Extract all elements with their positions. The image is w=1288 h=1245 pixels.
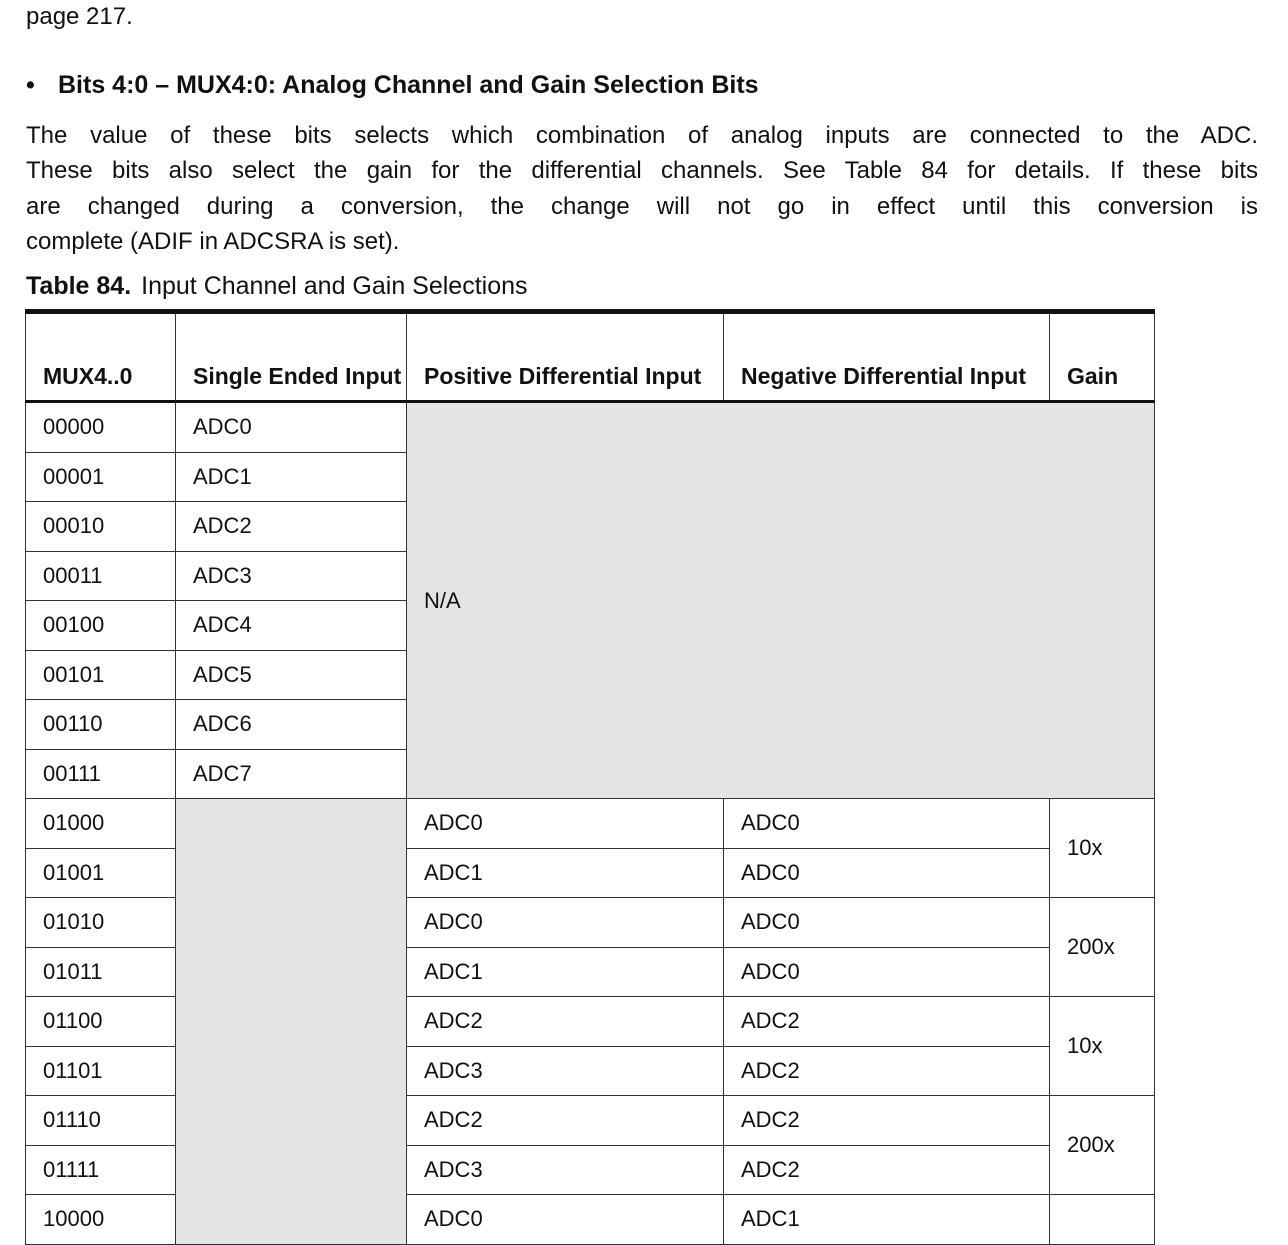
negative-input-cell: ADC0 — [724, 799, 1050, 849]
single-ended-cell: ADC2 — [176, 502, 407, 552]
positive-input-cell: ADC0 — [407, 799, 724, 849]
mux-cell: 00010 — [26, 502, 176, 552]
mux-cell: 01101 — [26, 1046, 176, 1096]
single-ended-cell: ADC4 — [176, 601, 407, 651]
mux-cell: 01000 — [26, 799, 176, 849]
paragraph-line: The value of these bits selects which combination of analog inputs are connected to the ADC. — [26, 122, 1258, 149]
mux-cell: 00101 — [26, 650, 176, 700]
mux-cell: 00110 — [26, 700, 176, 750]
table-caption-label: Table 84. — [26, 272, 132, 300]
positive-input-cell: ADC1 — [407, 848, 724, 898]
paragraph-line: complete (ADIF in ADCSRA is set). — [26, 227, 400, 255]
mux-cell: 00111 — [26, 749, 176, 799]
bullet-symbol: • — [26, 71, 35, 99]
positive-input-cell: ADC2 — [407, 1096, 724, 1146]
header-negative-differential: Negative Differential Input — [724, 312, 1050, 402]
single-ended-empty-cell — [176, 799, 407, 1245]
single-ended-cell: ADC1 — [176, 452, 407, 502]
negative-input-cell: ADC2 — [724, 1145, 1050, 1195]
mux-cell: 01111 — [26, 1145, 176, 1195]
mux-cell: 01010 — [26, 898, 176, 948]
not-applicable-cell: N/A — [407, 402, 1155, 799]
table-caption-text: Input Channel and Gain Selections — [141, 272, 528, 300]
positive-input-cell: ADC0 — [407, 1195, 724, 1245]
mux-cell: 01110 — [26, 1096, 176, 1146]
negative-input-cell: ADC2 — [724, 997, 1050, 1047]
paragraph-line: These bits also select the gain for the differential channels. See Table 84 for details. If these bits — [26, 157, 1258, 185]
positive-input-cell: ADC1 — [407, 947, 724, 997]
single-ended-cell: ADC5 — [176, 650, 407, 700]
negative-input-cell: ADC0 — [724, 947, 1050, 997]
table-body — [26, 402, 1155, 1245]
table-header-row — [26, 312, 1155, 402]
gain-cell — [1050, 1195, 1155, 1245]
positive-input-cell: ADC0 — [407, 898, 724, 948]
input-channel-table — [25, 309, 1155, 1245]
negative-input-cell: ADC0 — [724, 898, 1050, 948]
intro-text: page 217. — [26, 3, 133, 30]
mux-cell: 00000 — [26, 402, 176, 453]
paragraph-line: are changed during a conversion, the change will not go in effect until this conversion is — [26, 192, 1258, 220]
negative-input-cell: ADC1 — [724, 1195, 1050, 1245]
gain-cell: 200x — [1050, 898, 1155, 997]
mux-cell: 00011 — [26, 551, 176, 601]
header-gain: Gain — [1050, 312, 1155, 402]
mux-cell: 10000 — [26, 1195, 176, 1245]
table-caption — [26, 268, 528, 304]
mux-cell: 00001 — [26, 452, 176, 502]
gain-cell: 10x — [1050, 997, 1155, 1096]
mux-cell: 01100 — [26, 997, 176, 1047]
positive-input-cell: ADC2 — [407, 997, 724, 1047]
single-ended-cell: ADC3 — [176, 551, 407, 601]
negative-input-cell: ADC2 — [724, 1096, 1050, 1146]
single-ended-cell: ADC6 — [176, 700, 407, 750]
table-row — [26, 799, 1155, 849]
section-heading-text: Bits 4:0 – MUX4:0: Analog Channel and Gain Selection Bits — [58, 71, 759, 99]
single-ended-cell: ADC7 — [176, 749, 407, 799]
table-row — [26, 402, 1155, 453]
header-single-ended: Single Ended Input — [176, 312, 407, 402]
gain-cell: 200x — [1050, 1096, 1155, 1195]
negative-input-cell: ADC0 — [724, 848, 1050, 898]
positive-input-cell: ADC3 — [407, 1145, 724, 1195]
section-heading — [26, 68, 759, 102]
mux-cell: 01011 — [26, 947, 176, 997]
header-mux: MUX4..0 — [26, 312, 176, 402]
mux-cell: 00100 — [26, 601, 176, 651]
header-positive-differential: Positive Differential Input — [407, 312, 724, 402]
gain-cell: 10x — [1050, 799, 1155, 898]
negative-input-cell: ADC2 — [724, 1046, 1050, 1096]
single-ended-cell: ADC0 — [176, 402, 407, 453]
mux-cell: 01001 — [26, 848, 176, 898]
positive-input-cell: ADC3 — [407, 1046, 724, 1096]
description-paragraph — [26, 118, 1258, 259]
